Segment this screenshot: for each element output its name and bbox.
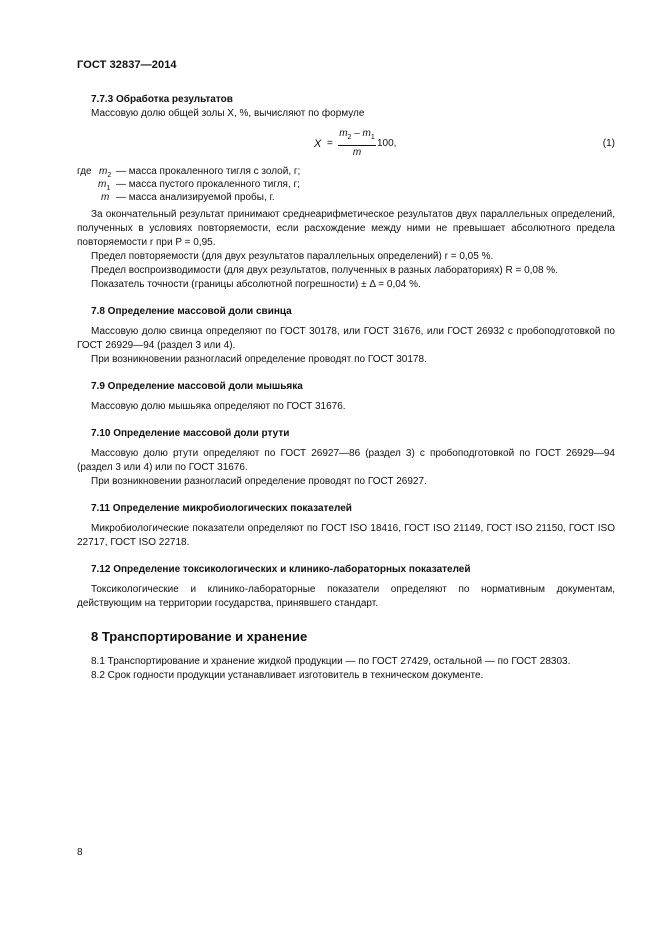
paragraph: Массовую долю мышьяка определяют по ГОСТ 31676. <box>91 401 346 412</box>
paragraph: За окончательный результат принимают среднеарифметическое результатов двух параллельных определений, полученных в условиях повторяемости, если расхождение между ними не превышает абсолютного предела повторяемости r при P = 0,95. <box>77 209 615 248</box>
paragraph: Микробиологические показатели определяют по ГОСТ ISO 18416, ГОСТ ISO 21149, ГОСТ ISO 21150, ГОСТ ISO 22717, ГОСТ ISO 22718. <box>77 523 615 548</box>
section-7-11 <box>77 502 615 550</box>
section-title: 7.7.3 Обработка результатов <box>91 94 233 105</box>
paragraph: Показатель точности (границы абсолютной погрешности) ± Δ = 0,04 %. <box>91 279 421 290</box>
paragraph: Токсикологические и клинико-лабораторные показатели определяют по нормативным документам, действующим на территории государства, принявшего стандарт. <box>77 584 615 609</box>
section-title: 7.12 Определение токсикологических и клинико-лабораторных показателей <box>91 564 471 575</box>
section-7-12 <box>77 563 615 611</box>
legend-symbol: $m_1$ <box>98 179 111 192</box>
formula-denominator: m <box>352 147 362 158</box>
paragraph: 8.1 Транспортирование и хранение жидкой продукции — по ГОСТ 27429, остальной — по ГОСТ 28303. <box>91 656 571 667</box>
section-title: 8 Транспортирование и хранение <box>91 629 308 644</box>
page-number: 8 <box>77 847 83 858</box>
section-title: 7.8 Определение массовой доли свинца <box>91 306 292 317</box>
paragraph: 8.2 Срок годности продукции устанавливает изготовитель в техническом документе. <box>91 670 484 681</box>
paragraph: Предел повторяемости (для двух результатов параллельных определений) r = 0,05 %. <box>91 251 494 262</box>
legend-row <box>77 165 615 178</box>
formula-intro: Массовую долю общей золы X, %, вычисляют по формуле <box>91 108 365 119</box>
formula-equals: = <box>327 138 333 149</box>
equation-number: (1) <box>602 138 615 149</box>
paragraph: При возникновении разногласий определение проводят по ГОСТ 30178. <box>91 354 427 365</box>
section-7-10 <box>77 427 615 489</box>
legend-row <box>77 191 615 204</box>
paragraph: Массовую долю свинца определяют по ГОСТ 30178, или ГОСТ 31676, или ГОСТ 26932 с пробоподготовкой по ГОСТ 26929—94 (раздел 3 или 4). <box>77 326 615 351</box>
legend-symbol: $m_2$ <box>99 166 112 179</box>
legend-description: — масса анализируемой пробы, г. <box>116 192 275 203</box>
section-7-9 <box>77 380 615 414</box>
paragraph: При возникновении разногласий определение проводят по ГОСТ 26927. <box>91 476 427 487</box>
section-7-7-3 <box>77 93 615 292</box>
formula-numerator: $m_2 - m_1$ <box>338 127 376 146</box>
legend-description: — масса прокаленного тигля с золой, г; <box>116 166 301 177</box>
section-7-8 <box>77 305 615 367</box>
formula-block <box>77 127 615 161</box>
section-title: 7.9 Определение массовой доли мышьяка <box>91 381 303 392</box>
document-header: ГОСТ 32837—2014 <box>77 59 177 71</box>
section-title: 7.10 Определение массовой доли ртути <box>91 428 290 439</box>
formula-legend <box>77 165 615 204</box>
section-8 <box>77 629 615 683</box>
paragraph: Предел воспроизводимости (для двух результатов, полученных в разных лабораториях) R = 0,08 %. <box>91 265 558 276</box>
legend-symbol: m <box>101 192 110 203</box>
formula-fraction <box>338 127 376 159</box>
legend-row <box>77 178 615 191</box>
section-title: 7.11 Определение микробиологических показателей <box>91 503 352 514</box>
formula-multiplier: 100, <box>377 138 397 149</box>
legend-description: — масса пустого прокаленного тигля, г; <box>116 179 300 190</box>
legend-lead: где <box>77 166 92 177</box>
formula-lhs: X <box>314 138 322 150</box>
formula <box>314 127 444 161</box>
page-content <box>77 93 615 683</box>
paragraph: Массовую долю ртути определяют по ГОСТ 26927—86 (раздел 3) с пробоподготовкой по ГОСТ 26929—94 (раздел 3 или 4) или по ГОСТ 31676. <box>77 448 615 473</box>
